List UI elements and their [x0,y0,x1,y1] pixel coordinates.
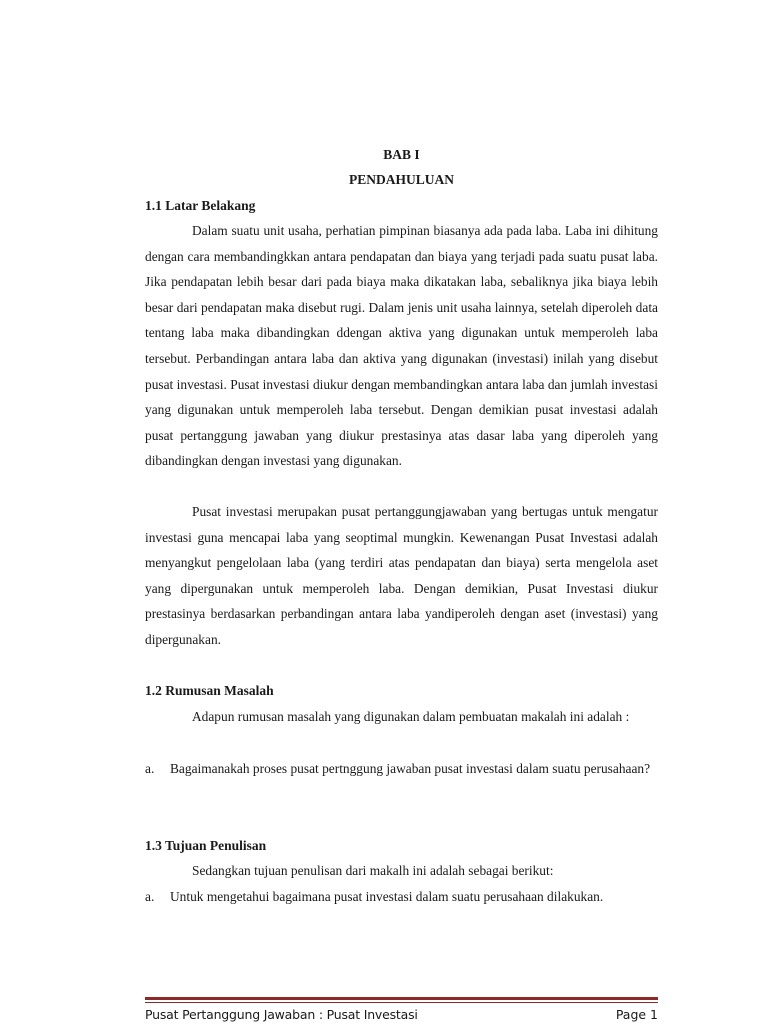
paragraph-latar-belakang-2: Pusat investasi merupakan pusat pertanggungjawaban yang bertugas untuk mengatur investasi guna mencapai laba yang seoptimal mungkin. Kewenangan Pusat Investasi adalah menyangkut pengelolaan laba (yang terdiri atas pendapatan dan biaya) serta mengelola aset yang dipergunakan untuk memperoleh laba. Dengan demikian, Pusat Investasi diukur prestasinya berdasarkan perbandingan antara laba yandiperoleh dengan aset (investasi) yang dipergunakan. [145,504,658,647]
section-title-latar-belakang: 1.1 Latar Belakang [145,198,256,213]
list-item-rumusan-a [145,756,658,782]
paragraph-tujuan-intro: Sedangkan tujuan penulisan dari makalh ini adalah sebagai berikut: [192,863,554,878]
chapter-title: PENDAHULUAN [348,172,454,187]
list-item-text: Untuk mengetahui bagaimana pusat investasi dalam suatu perusahaan dilakukan. [170,889,604,904]
paragraph-latar-belakang-1: Dalam suatu unit usaha, perhatian pimpinan biasanya ada pada laba. Laba ini dihitung dengan cara membandingkkan antara pendapatan dan biaya yang terjadi pada suatu pusat laba. Jika pendapatan lebih besar dari pada biaya maka dikatakan laba, sebaliknya jika biaya lebih besar dari pendapatan maka disebut rugi. Dalam jenis unit usaha lainnya, setelah diperoleh data tentang laba maka dibandingkan ddengan aktiva yang digunakan untuk memperoleh laba tersebut. Perbandingan antara laba dan aktiva yang digunakan (investasi) inilah yang disebut pusat investasi. Pusat investasi diukur dengan membandingkan antara laba dan jumlah investasi yang digunakan untuk memperoleh laba tersebut. Dengan demikian pusat investasi adalah pusat pertanggung jawaban yang diukur prestasinya atas dasar laba yang diperoleh yang dibandingkan dengan investasi yang digunakan. [145,223,658,469]
list-marker: a. [145,761,155,776]
chapter-label: BAB I [383,147,420,162]
section-title-rumusan-masalah: 1.2 Rumusan Masalah [145,683,274,698]
document-page [145,0,658,1024]
paragraph-rumusan-intro: Adapun rumusan masalah yang digunakan dalam pembuatan makalah ini adalah : [192,709,630,724]
section-title-tujuan-penulisan: 1.3 Tujuan Penulisan [145,838,267,853]
footer-page-number: Page 1 [615,1007,658,1022]
list-marker: a. [145,889,155,904]
footer-divider [145,997,658,1000]
footer-document-title: Pusat Pertanggung Jawaban : Pusat Investasi [145,1007,418,1022]
list-item-text: Bagaimanakah proses pusat pertnggung jawaban pusat investasi dalam suatu perusahaan? [170,761,651,776]
footer-divider-thin [145,1002,658,1003]
list-item-tujuan-a [145,884,658,910]
